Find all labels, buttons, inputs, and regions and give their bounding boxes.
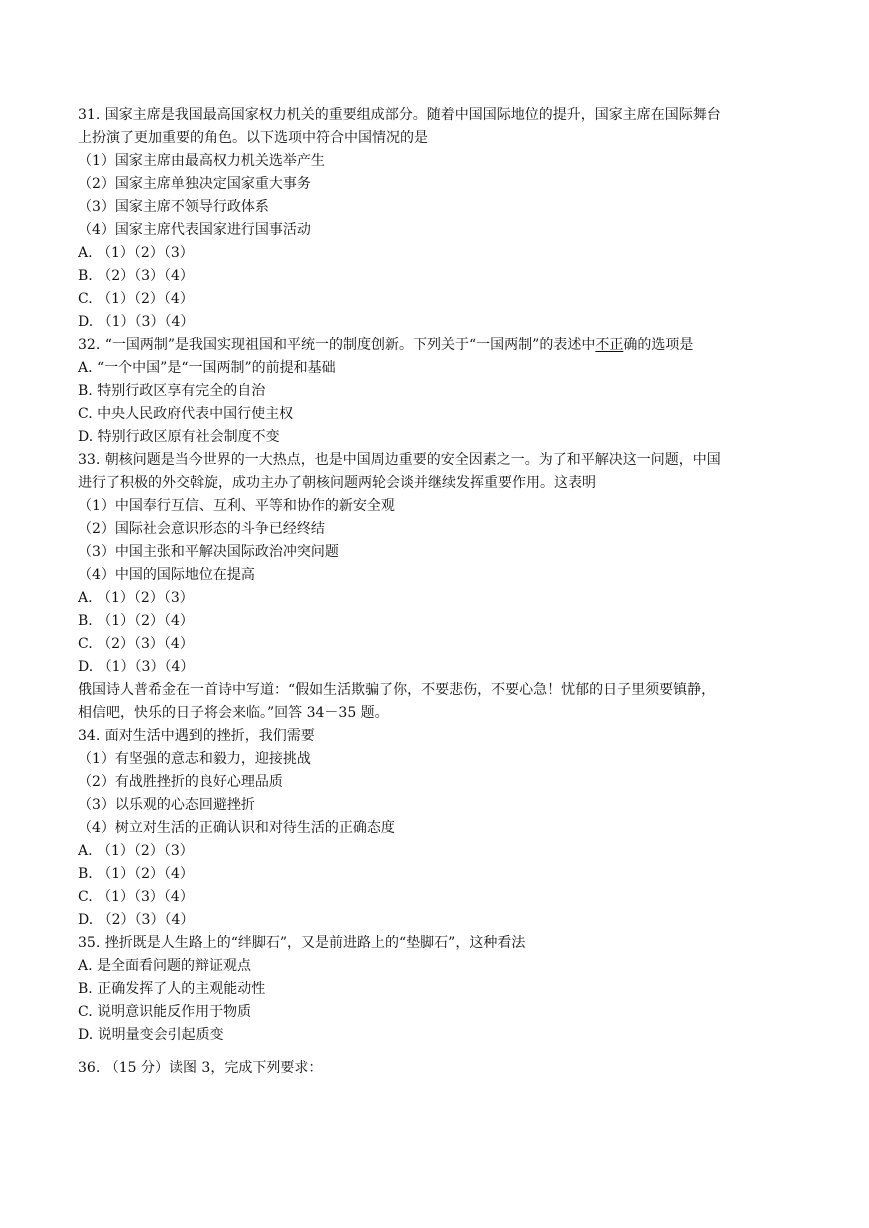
- question-stem: 35. 挫折既是人生路上的“绊脚石”，又是前进路上的“垫脚石”，这种看法: [78, 935, 526, 951]
- statement-item: （4）树立对生活的正确认识和对待生活的正确态度: [78, 820, 395, 836]
- answer-option: B. 特别行政区享有完全的自治: [78, 383, 266, 399]
- statement-item: （4）国家主席代表国家进行国事活动: [78, 222, 311, 238]
- answer-option: B. （2）（3）（4）: [78, 268, 194, 284]
- question-35: [78, 932, 790, 1047]
- question-36: [78, 1057, 790, 1080]
- statement-item: （2）国际社会意识形态的斗争已经终结: [78, 521, 325, 537]
- answer-option: A. （1）（2）（3）: [78, 245, 194, 261]
- question-stem: 进行了积极的外交斡旋，成功主办了朝核问题两轮会谈并继续发挥重要作用。这表明: [78, 475, 596, 491]
- answer-option: D. 特别行政区原有社会制度不变: [78, 429, 280, 445]
- question-stem: 36. （15 分）读图 3，完成下列要求：: [78, 1060, 323, 1076]
- statement-item: （3）以乐观的心态回避挫折: [78, 797, 255, 813]
- question-34: [78, 725, 790, 932]
- statement-item: （2）国家主席单独决定国家重大事务: [78, 176, 311, 192]
- answer-option: B. 正确发挥了人的主观能动性: [78, 981, 266, 997]
- answer-option: D. （1）（3）（4）: [78, 314, 195, 330]
- statement-item: （4）中国的国际地位在提高: [78, 567, 255, 583]
- statement-item: （3）中国主张和平解决国际政治冲突问题: [78, 544, 339, 560]
- question-stem: 33. 朝核问题是当今世界的一大热点，也是中国周边重要的安全因素之一。为了和平解决这一问题，中国: [78, 452, 721, 468]
- answer-option: A. （1）（2）（3）: [78, 590, 194, 606]
- statement-item: （1）中国奉行互信、互利、平等和协作的新安全观: [78, 498, 395, 514]
- question-33: [78, 449, 790, 679]
- answer-option: C. （1）（3）（4）: [78, 889, 194, 905]
- answer-option: C. （1）（2）（4）: [78, 291, 194, 307]
- spacer: [78, 1047, 790, 1057]
- answer-option: D. （1）（3）（4）: [78, 659, 195, 675]
- answer-option: D. 说明量变会引起质变: [78, 1027, 224, 1043]
- answer-option: C. （2）（3）（4）: [78, 636, 194, 652]
- answer-option: D. （2）（3）（4）: [78, 912, 195, 928]
- answer-option: C. 中央人民政府代表中国行使主权: [78, 406, 294, 422]
- answer-option: A. “一个中国”是“一国两制”的前提和基础: [78, 360, 336, 376]
- question-32: [78, 334, 790, 449]
- question-stem: [78, 334, 790, 357]
- answer-option: A. （1）（2）（3）: [78, 843, 194, 859]
- statement-item: （1）有坚强的意志和毅力，迎接挑战: [78, 751, 311, 767]
- question-stem: 31. 国家主席是我国最高国家权力机关的重要组成部分。随着中国国际地位的提升，国家主席在国际舞台: [78, 107, 721, 123]
- reading-passage: [78, 679, 790, 725]
- statement-item: （3）国家主席不领导行政体系: [78, 199, 269, 215]
- stem-text: 确的选项是: [623, 337, 694, 353]
- passage-text: 相信吧，快乐的日子将会来临。”回答 34－35 题。: [78, 705, 389, 721]
- answer-option: A. 是全面看问题的辩证观点: [78, 958, 252, 974]
- answer-option: B. （1）（2）（4）: [78, 866, 194, 882]
- question-stem: 上扮演了更加重要的角色。以下选项中符合中国情况的是: [78, 130, 428, 146]
- question-stem: 34. 面对生活中遇到的挫折，我们需要: [78, 728, 315, 744]
- statement-item: （1）国家主席由最高权力机关选举产生: [78, 153, 325, 169]
- stem-text: 32. “一国两制”是我国实现祖国和平统一的制度创新。下列关于“一国两制”的表述中: [78, 337, 596, 353]
- exam-page: [78, 104, 790, 1080]
- underlined-emphasis: 不正: [595, 337, 624, 353]
- question-31: [78, 104, 790, 334]
- answer-option: B. （1）（2）（4）: [78, 613, 194, 629]
- statement-item: （2）有战胜挫折的良好心理品质: [78, 774, 283, 790]
- answer-option: C. 说明意识能反作用于物质: [78, 1004, 252, 1020]
- passage-text: 俄国诗人普希金在一首诗中写道：“假如生活欺骗了你，不要悲伤，不要心急！忧郁的日子里须要镇静，: [78, 682, 716, 698]
